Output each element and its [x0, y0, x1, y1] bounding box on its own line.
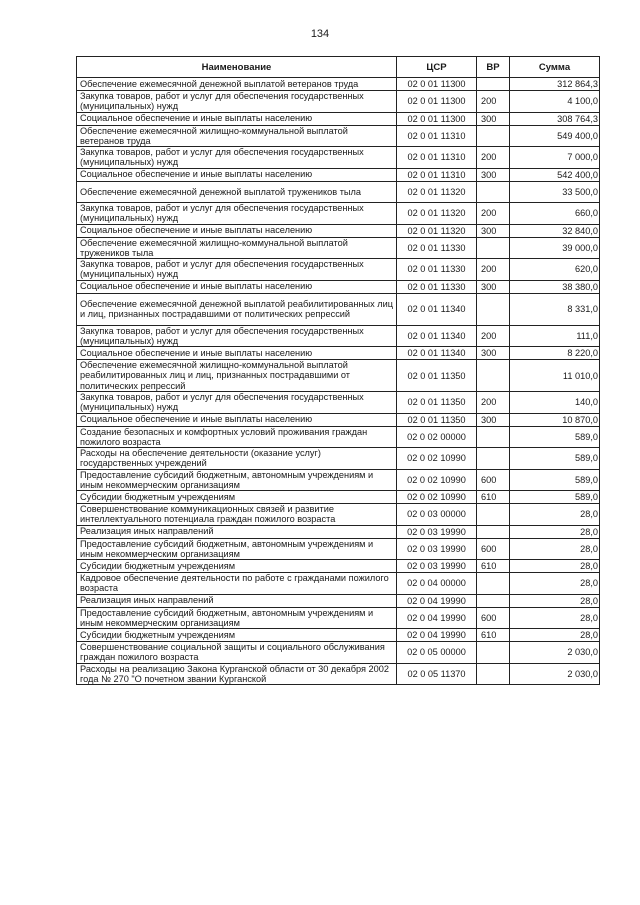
cell-csr: 02 0 03 19990 — [397, 560, 477, 573]
cell-vr: 300 — [477, 112, 510, 125]
cell-name: Обеспечение ежемесячной жилищно-коммунальной выплатой ветеранов труда — [77, 125, 397, 147]
cell-csr: 02 0 01 11340 — [397, 325, 477, 347]
cell-name: Кадровое обеспечение деятельности по работе с гражданами пожилого возраста — [77, 573, 397, 595]
cell-csr: 02 0 03 19990 — [397, 525, 477, 538]
cell-csr: 02 0 01 11320 — [397, 181, 477, 203]
cell-vr: 610 — [477, 629, 510, 642]
table-row — [77, 392, 600, 414]
table-row — [77, 663, 600, 685]
cell-csr: 02 0 02 10990 — [397, 448, 477, 470]
cell-vr — [477, 181, 510, 203]
cell-vr — [477, 504, 510, 526]
table-row — [77, 112, 600, 125]
cell-sum: 33 500,0 — [510, 181, 600, 203]
cell-csr: 02 0 04 19990 — [397, 607, 477, 629]
cell-sum: 589,0 — [510, 448, 600, 470]
cell-vr: 200 — [477, 91, 510, 113]
cell-csr: 02 0 03 00000 — [397, 504, 477, 526]
table-row — [77, 360, 600, 392]
cell-name: Закупка товаров, работ и услуг для обеспечения государственных (муниципальных) нужд — [77, 259, 397, 281]
header-csr: ЦСР — [397, 57, 477, 78]
table-row — [77, 413, 600, 426]
cell-csr: 02 0 01 11310 — [397, 147, 477, 169]
table-row — [77, 147, 600, 169]
table-body — [77, 78, 600, 685]
table-row — [77, 642, 600, 664]
table-row — [77, 224, 600, 237]
table-row — [77, 426, 600, 448]
table-row — [77, 237, 600, 259]
cell-csr: 02 0 01 11330 — [397, 237, 477, 259]
cell-name: Расходы на реализацию Закона Курганской области от 30 декабря 2002 года № 270 "О почетном звании Курганской — [77, 663, 397, 685]
cell-sum: 8 220,0 — [510, 347, 600, 360]
cell-sum: 39 000,0 — [510, 237, 600, 259]
cell-name: Обеспечение ежемесячной денежной выплатой реабилитированных лиц и лиц, признанных пострадавшими от политических репрессий — [77, 293, 397, 325]
cell-vr — [477, 525, 510, 538]
cell-vr — [477, 642, 510, 664]
cell-vr: 200 — [477, 392, 510, 414]
cell-vr — [477, 573, 510, 595]
cell-vr: 200 — [477, 325, 510, 347]
cell-csr: 02 0 03 19990 — [397, 538, 477, 560]
cell-name: Субсидии бюджетным учреждениям — [77, 629, 397, 642]
cell-sum: 28,0 — [510, 560, 600, 573]
table-row — [77, 293, 600, 325]
cell-sum: 7 000,0 — [510, 147, 600, 169]
cell-name: Субсидии бюджетным учреждениям — [77, 491, 397, 504]
table-row — [77, 203, 600, 225]
cell-vr — [477, 125, 510, 147]
cell-csr: 02 0 02 10990 — [397, 469, 477, 491]
cell-name: Социальное обеспечение и иные выплаты населению — [77, 280, 397, 293]
budget-table — [76, 56, 600, 685]
table-row — [77, 560, 600, 573]
cell-csr: 02 0 01 11310 — [397, 125, 477, 147]
cell-sum: 589,0 — [510, 469, 600, 491]
cell-sum: 8 331,0 — [510, 293, 600, 325]
cell-sum: 38 380,0 — [510, 280, 600, 293]
cell-name: Закупка товаров, работ и услуг для обеспечения государственных (муниципальных) нужд — [77, 392, 397, 414]
cell-csr: 02 0 05 11370 — [397, 663, 477, 685]
cell-name: Создание безопасных и комфортных условий проживания граждан пожилого возраста — [77, 426, 397, 448]
table-row — [77, 629, 600, 642]
cell-csr: 02 0 04 19990 — [397, 629, 477, 642]
cell-name: Предоставление субсидий бюджетным, автономным учреждениям и иным некоммерческим организациям — [77, 469, 397, 491]
cell-name: Социальное обеспечение и иные выплаты населению — [77, 413, 397, 426]
cell-vr — [477, 360, 510, 392]
cell-name: Предоставление субсидий бюджетным, автономным учреждениям и иным некоммерческим организациям — [77, 538, 397, 560]
cell-name: Реализация иных направлений — [77, 594, 397, 607]
cell-vr — [477, 78, 510, 91]
cell-sum: 28,0 — [510, 607, 600, 629]
cell-csr: 02 0 01 11300 — [397, 91, 477, 113]
cell-vr — [477, 293, 510, 325]
cell-vr: 200 — [477, 147, 510, 169]
cell-name: Закупка товаров, работ и услуг для обеспечения государственных (муниципальных) нужд — [77, 325, 397, 347]
table-row — [77, 504, 600, 526]
table-row — [77, 168, 600, 181]
cell-name: Субсидии бюджетным учреждениям — [77, 560, 397, 573]
cell-csr: 02 0 05 00000 — [397, 642, 477, 664]
cell-sum: 660,0 — [510, 203, 600, 225]
cell-sum: 111,0 — [510, 325, 600, 347]
cell-csr: 02 0 01 11300 — [397, 112, 477, 125]
cell-sum: 140,0 — [510, 392, 600, 414]
cell-csr: 02 0 04 00000 — [397, 573, 477, 595]
cell-name: Закупка товаров, работ и услуг для обеспечения государственных (муниципальных) нужд — [77, 91, 397, 113]
table-row — [77, 538, 600, 560]
cell-name: Закупка товаров, работ и услуг для обеспечения государственных (муниципальных) нужд — [77, 147, 397, 169]
header-name: Наименование — [77, 57, 397, 78]
cell-sum: 2 030,0 — [510, 642, 600, 664]
cell-csr: 02 0 01 11350 — [397, 413, 477, 426]
cell-sum: 589,0 — [510, 491, 600, 504]
cell-csr: 02 0 01 11320 — [397, 203, 477, 225]
cell-vr: 600 — [477, 469, 510, 491]
cell-csr: 02 0 02 10990 — [397, 491, 477, 504]
header-vr: ВР — [477, 57, 510, 78]
table-header-row — [77, 57, 600, 78]
table-row — [77, 91, 600, 113]
cell-name: Социальное обеспечение и иные выплаты населению — [77, 347, 397, 360]
cell-name: Предоставление субсидий бюджетным, автономным учреждениям и иным некоммерческим организациям — [77, 607, 397, 629]
cell-vr: 600 — [477, 607, 510, 629]
table-row — [77, 469, 600, 491]
cell-csr: 02 0 01 11350 — [397, 392, 477, 414]
cell-vr: 300 — [477, 347, 510, 360]
cell-csr: 02 0 01 11310 — [397, 168, 477, 181]
cell-name: Социальное обеспечение и иные выплаты населению — [77, 168, 397, 181]
cell-sum: 28,0 — [510, 525, 600, 538]
cell-vr: 200 — [477, 259, 510, 281]
cell-sum: 11 010,0 — [510, 360, 600, 392]
cell-csr: 02 0 01 11330 — [397, 259, 477, 281]
cell-vr: 300 — [477, 224, 510, 237]
cell-name: Обеспечение ежемесячной жилищно-коммунальной выплатой тружеников тыла — [77, 237, 397, 259]
cell-sum: 28,0 — [510, 594, 600, 607]
cell-csr: 02 0 01 11340 — [397, 347, 477, 360]
cell-vr — [477, 426, 510, 448]
table-row — [77, 325, 600, 347]
cell-csr: 02 0 01 11350 — [397, 360, 477, 392]
cell-sum: 620,0 — [510, 259, 600, 281]
table-row — [77, 347, 600, 360]
cell-name: Совершенствование коммуникационных связей и развитие интеллектуального потенциала граждан пожилого возраста — [77, 504, 397, 526]
cell-name: Обеспечение ежемесячной денежной выплатой тружеников тыла — [77, 181, 397, 203]
cell-sum: 28,0 — [510, 629, 600, 642]
table-row — [77, 573, 600, 595]
cell-vr: 600 — [477, 538, 510, 560]
cell-csr: 02 0 01 11300 — [397, 78, 477, 91]
table-row — [77, 78, 600, 91]
table-row — [77, 125, 600, 147]
cell-name: Обеспечение ежемесячной денежной выплатой ветеранов труда — [77, 78, 397, 91]
table-row — [77, 448, 600, 470]
cell-name: Социальное обеспечение и иные выплаты населению — [77, 224, 397, 237]
cell-csr: 02 0 01 11340 — [397, 293, 477, 325]
cell-sum: 10 870,0 — [510, 413, 600, 426]
cell-vr — [477, 448, 510, 470]
table-row — [77, 607, 600, 629]
table-row — [77, 594, 600, 607]
cell-csr: 02 0 01 11320 — [397, 224, 477, 237]
cell-name: Совершенствование социальной защиты и социального обслуживания граждан пожилого возраста — [77, 642, 397, 664]
cell-vr — [477, 594, 510, 607]
cell-sum: 549 400,0 — [510, 125, 600, 147]
cell-name: Закупка товаров, работ и услуг для обеспечения государственных (муниципальных) нужд — [77, 203, 397, 225]
cell-name: Реализация иных направлений — [77, 525, 397, 538]
cell-name: Расходы на обеспечение деятельности (оказание услуг) государственных учреждений — [77, 448, 397, 470]
cell-sum: 542 400,0 — [510, 168, 600, 181]
cell-sum: 32 840,0 — [510, 224, 600, 237]
cell-name: Социальное обеспечение и иные выплаты населению — [77, 112, 397, 125]
cell-sum: 589,0 — [510, 426, 600, 448]
cell-vr: 300 — [477, 280, 510, 293]
cell-sum: 28,0 — [510, 538, 600, 560]
cell-sum: 28,0 — [510, 504, 600, 526]
cell-vr — [477, 237, 510, 259]
cell-vr: 610 — [477, 491, 510, 504]
header-sum: Сумма — [510, 57, 600, 78]
cell-sum: 4 100,0 — [510, 91, 600, 113]
table-row — [77, 280, 600, 293]
cell-sum: 2 030,0 — [510, 663, 600, 685]
cell-vr: 610 — [477, 560, 510, 573]
cell-name: Обеспечение ежемесячной жилищно-коммунальной выплатой реабилитированных лиц и лиц, признанных пострадавшими от политических репрессий — [77, 360, 397, 392]
table-row — [77, 181, 600, 203]
table-row — [77, 525, 600, 538]
page-number: 134 — [310, 28, 330, 40]
cell-sum: 308 764,3 — [510, 112, 600, 125]
cell-csr: 02 0 02 00000 — [397, 426, 477, 448]
cell-sum: 312 864,3 — [510, 78, 600, 91]
table-row — [77, 259, 600, 281]
cell-csr: 02 0 01 11330 — [397, 280, 477, 293]
cell-vr: 200 — [477, 203, 510, 225]
cell-vr: 300 — [477, 413, 510, 426]
table-row — [77, 491, 600, 504]
cell-csr: 02 0 04 19990 — [397, 594, 477, 607]
cell-vr — [477, 663, 510, 685]
cell-vr: 300 — [477, 168, 510, 181]
cell-sum: 28,0 — [510, 573, 600, 595]
